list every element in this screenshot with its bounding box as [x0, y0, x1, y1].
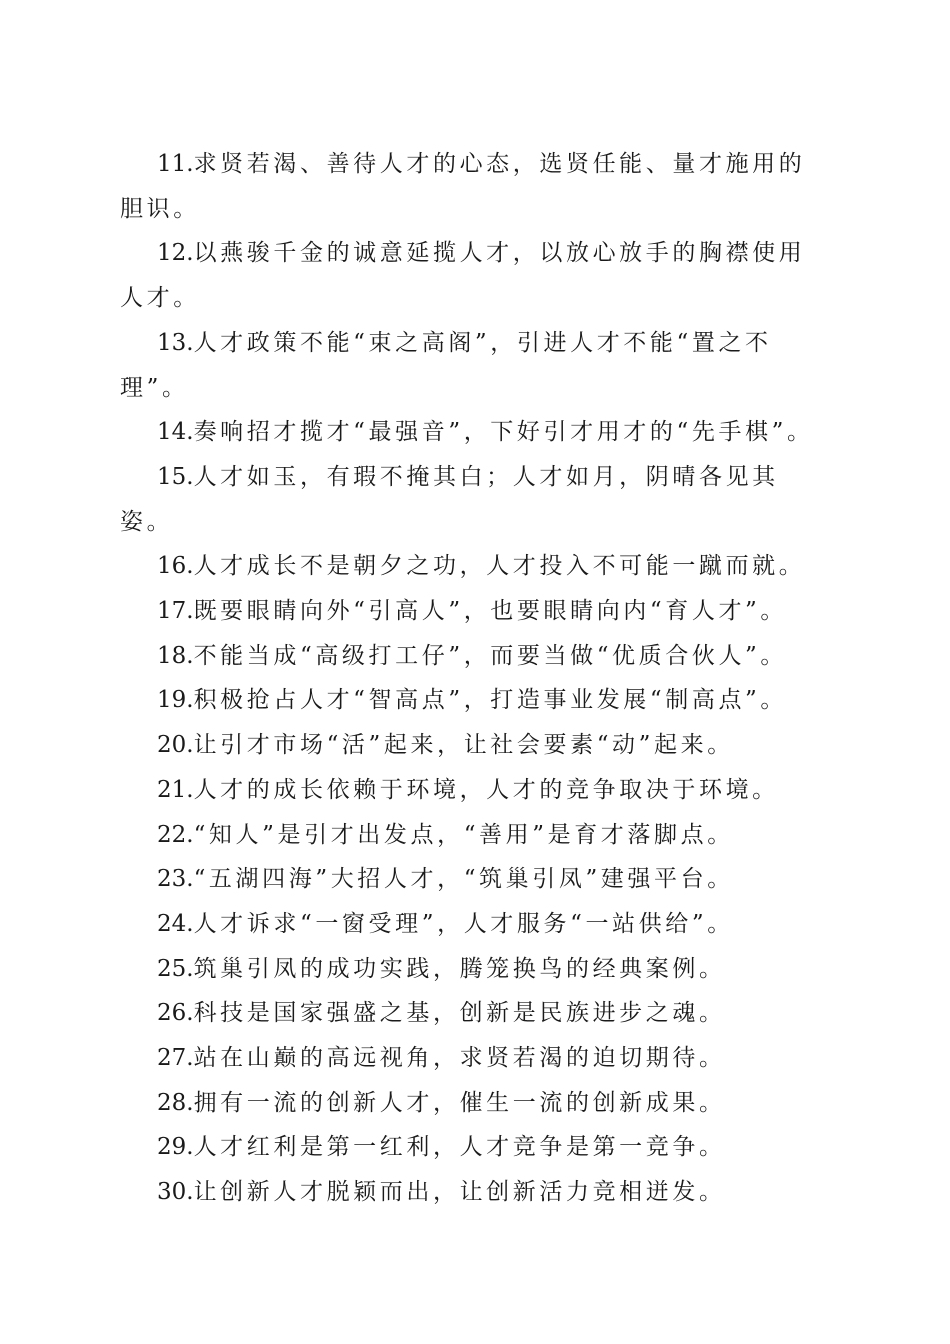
item-number: 18. — [157, 642, 194, 669]
item-number: 17. — [157, 598, 194, 625]
list-item — [120, 1125, 826, 1170]
item-number: 19. — [157, 687, 194, 714]
list-item — [120, 142, 826, 231]
list-item — [120, 1036, 826, 1081]
item-number: 25. — [157, 955, 194, 982]
item-text: 人才成长不是朝夕之功，人才投入不可能一蹴而就。 — [193, 553, 806, 580]
item-number: 16. — [157, 553, 194, 580]
item-text: “知人”是引才出发点，“善用”是育才落脚点。 — [193, 821, 734, 848]
item-text: 科技是国家强盛之基，创新是民族进步之魂。 — [193, 1000, 726, 1027]
list-item — [120, 1170, 826, 1215]
list-item — [120, 410, 826, 455]
list-item — [120, 231, 826, 320]
item-text: 人才政策不能“束之高阁”，引进人才不能“置之不理”。 — [120, 329, 772, 401]
item-number: 20. — [157, 732, 194, 759]
document-body — [120, 142, 826, 1215]
item-text: 以燕骏千金的诚意延揽人才，以放心放手的胸襟使用人才。 — [120, 240, 806, 312]
item-text: 人才如玉，有瑕不掩其白；人才如月，阴晴各见其姿。 — [120, 463, 779, 535]
item-number: 12. — [157, 240, 194, 267]
item-number: 26. — [157, 1000, 194, 1027]
item-text: 拥有一流的创新人才，催生一流的创新成果。 — [193, 1089, 726, 1116]
item-text: 既要眼睛向外“引高人”，也要眼睛向内“育人才”。 — [193, 598, 788, 625]
list-item — [120, 902, 826, 947]
item-number: 22. — [157, 821, 194, 848]
item-number: 21. — [157, 776, 194, 803]
list-item — [120, 947, 826, 992]
list-item — [120, 321, 826, 410]
item-number: 15. — [157, 463, 194, 490]
item-number: 27. — [157, 1045, 194, 1072]
list-item — [120, 634, 826, 679]
item-text: 求贤若渴、善待人才的心态，选贤任能、量才施用的胆识。 — [120, 151, 806, 222]
item-text: “五湖四海”大招人才，“筑巢引凤”建强平台。 — [193, 866, 734, 893]
item-text: 人才诉求“一窗受理”，人才服务“一站供给”。 — [193, 910, 734, 937]
item-text: 筑巢引凤的成功实践，腾笼换鸟的经典案例。 — [193, 955, 726, 982]
item-text: 积极抢占人才“智高点”，打造事业发展“制高点”。 — [193, 687, 788, 714]
item-number: 28. — [157, 1089, 194, 1116]
item-number: 13. — [157, 329, 194, 356]
item-text: 人才红利是第一红利，人才竞争是第一竞争。 — [193, 1134, 726, 1161]
item-number: 24. — [157, 910, 194, 937]
item-text: 站在山巅的高远视角，求贤若渴的迫切期待。 — [193, 1045, 726, 1072]
list-item — [120, 768, 826, 813]
list-item — [120, 544, 826, 589]
list-item — [120, 857, 826, 902]
list-item — [120, 678, 826, 723]
list-item — [120, 991, 826, 1036]
list-item — [120, 813, 826, 858]
item-text: 不能当成“高级打工仔”，而要当做“优质合伙人”。 — [193, 642, 788, 669]
item-number: 30. — [157, 1179, 194, 1206]
item-text: 让引才市场“活”起来，让社会要素“动”起来。 — [193, 732, 734, 759]
list-item — [120, 589, 826, 634]
list-item — [120, 723, 826, 768]
item-text: 让创新人才脱颖而出，让创新活力竞相迸发。 — [193, 1179, 726, 1206]
item-number: 14. — [157, 419, 194, 446]
list-item — [120, 1081, 826, 1126]
list-item — [120, 455, 826, 544]
item-text: 人才的成长依赖于环境，人才的竞争取决于环境。 — [193, 776, 779, 803]
item-text: 奏响招才揽才“最强音”，下好引才用才的“先手棋”。 — [193, 419, 814, 446]
item-number: 11. — [157, 151, 194, 177]
item-number: 23. — [157, 866, 194, 893]
item-number: 29. — [157, 1134, 194, 1161]
